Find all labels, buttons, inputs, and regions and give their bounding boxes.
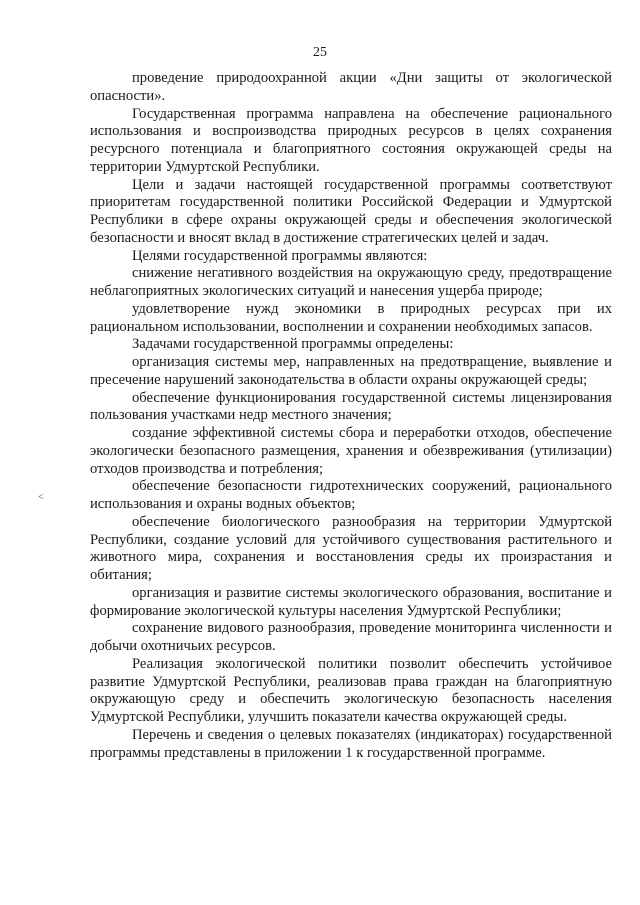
body-text — [90, 70, 612, 762]
paragraph-5: снижение негативного воздействия на окружающую среду, предотвращение неблагоприятных экологических ситуаций и нанесения ущерба природе; — [90, 265, 612, 299]
paragraph-12: обеспечение биологического разнообразия на территории Удмуртской Республики, создание условий для устойчивого существования растительного и животного мира, сохранения и восстановления среды их произрастания и обитания; — [90, 513, 612, 583]
paragraph-3: Цели и задачи настоящей государственной программы соответствуют приоритетам государственной политики Российской Федерации и Удмуртской Республики в сфере охраны окружающей среды и обеспечения экологической безопасности и вносят вклад в достижение стратегических целей и задач. — [90, 176, 612, 246]
paragraph-11: обеспечение безопасности гидротехнических сооружений, рационального использования и охраны водных объектов; — [90, 478, 612, 512]
paragraph-16: Перечень и сведения о целевых показателях (индикаторах) государственной программы представлены в приложении 1 к государственной программе. — [90, 726, 612, 761]
paragraph-1: проведение природоохранной акции «Дни защиты от экологической опасности». — [90, 70, 612, 104]
paragraph-15: Реализация экологической политики позволит обеспечить устойчивое развитие Удмуртской Республики, реализовав права граждан на благоприятную окружающую среду и обеспечить экологическую безопасность населения Удмуртской Республики, улучшить показатели качества окружающей среды. — [90, 655, 612, 725]
page-number: 25 — [313, 45, 327, 60]
paragraph-4: Целями государственной программы являются: — [132, 247, 428, 264]
paragraph-6: удовлетворение нужд экономики в природных ресурсах при их рациональном использовании, восполнении и сохранении необходимых запасов. — [90, 300, 612, 335]
scan-artifact-mark: ˂ — [38, 492, 44, 503]
paragraph-10: создание эффективной системы сбора и переработки отходов, обеспечение экологически безопасного размещения, хранения и обезвреживания (утилизации) отходов производства и потребления; — [90, 425, 612, 477]
paragraph-13: организация и развитие системы экологического образования, воспитание и формирование экологической культуры населения Удмуртской Республики; — [90, 584, 612, 619]
paragraph-7: Задачами государственной программы определены: — [132, 336, 454, 353]
paragraph-8: организация системы мер, направленных на предотвращение, выявление и пресечение нарушений законодательства в области охраны окружающей среды; — [90, 354, 612, 388]
paragraph-14: сохранение видового разнообразия, проведение мониторинга численности и добычи охотничьих ресурсов. — [90, 620, 612, 654]
paragraph-2: Государственная программа направлена на обеспечение рационального использования и воспроизводства природных ресурсов в целях сохранения ресурсного потенциала и благоприятного состояния окружающей среды на территории Удмуртской Республики. — [90, 105, 612, 175]
paragraph-9: обеспечение функционирования государственной системы лицензирования пользования участками недр местного значения; — [90, 389, 612, 424]
